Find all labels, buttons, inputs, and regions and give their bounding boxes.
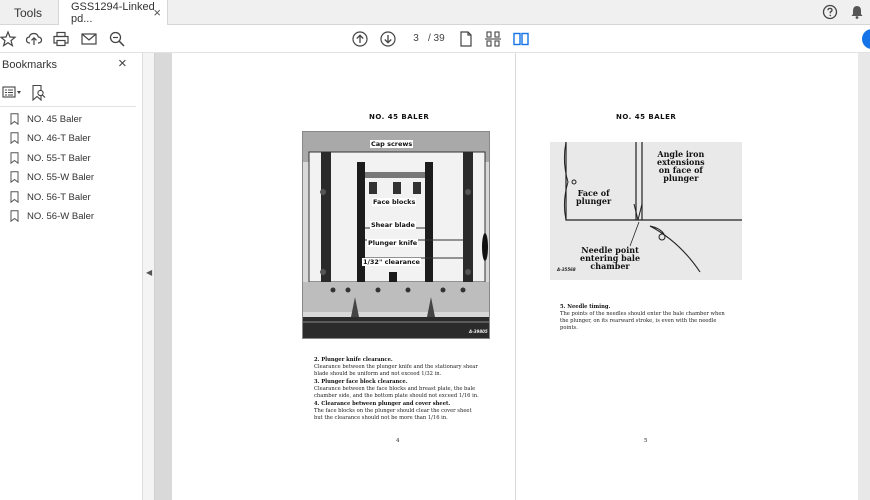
baler-photo (302, 131, 490, 339)
star-icon[interactable] (0, 29, 18, 49)
page-number: 4 (396, 438, 400, 444)
bookmark-label: NO. 45 Baler (27, 113, 82, 125)
caption-heading: 5. Needle timing. (560, 304, 611, 310)
label-plunger-knife: Plunger knife (368, 239, 418, 247)
caption-heading: 3. Plunger face block clearance. (314, 379, 408, 385)
bookmark-icon (10, 132, 19, 144)
page-total: / 39 (428, 33, 445, 44)
tab-document-label: GSS1294-Linked pd... (71, 0, 155, 25)
bookmark-icon (10, 191, 19, 203)
document-viewer[interactable] (155, 53, 870, 500)
page-title: NO. 45 BALER (369, 113, 430, 121)
tab-close-icon[interactable]: × (153, 5, 161, 20)
bookmark-item[interactable] (10, 188, 138, 206)
bookmark-item[interactable] (10, 168, 138, 186)
diagram-code: A-35568 (557, 267, 576, 272)
panel-collapse-handle[interactable] (143, 53, 155, 500)
bookmark-options-icon[interactable] (2, 85, 24, 106)
label-line: on face of (658, 165, 703, 175)
label-line: Needle point (581, 245, 639, 255)
label-face-blocks: Face blocks (373, 198, 416, 206)
collapse-arrow-icon: ◀ (146, 268, 153, 277)
label-line: plunger (663, 173, 699, 183)
label-line: plunger (576, 196, 612, 206)
caption-line: Clearance between the plunger knife and the stationary shear (314, 364, 478, 370)
label-face-of-plunger (576, 189, 611, 205)
page-number: 5 (644, 438, 648, 444)
tab-document[interactable] (58, 0, 168, 25)
label-needle-point (580, 246, 640, 270)
label-line: Angle iron (657, 149, 705, 159)
toolbar (0, 25, 870, 53)
caption-line: Clearance between the face blocks and breast plate, the bale (314, 386, 476, 392)
caption-line: but the clearance should not be more than 1/16 in. (314, 415, 448, 421)
bookmark-icon (10, 113, 19, 125)
caption-line: The face blocks on the plunger should clear the cover sheet (314, 408, 472, 414)
tab-bar (0, 0, 870, 25)
page-title: NO. 45 BALER (616, 113, 677, 121)
page-down-icon[interactable] (378, 29, 398, 49)
bookmark-search-icon[interactable] (31, 84, 47, 107)
vertical-scrollbar[interactable] (858, 53, 870, 500)
close-panel-icon[interactable]: × (118, 55, 127, 72)
pdf-page-4 (172, 53, 515, 500)
document-icon[interactable] (456, 29, 476, 49)
bookmarks-panel (0, 53, 143, 500)
bookmark-label: NO. 56-T Baler (27, 191, 91, 203)
bookmark-label: NO. 55-W Baler (27, 171, 95, 183)
page-up-icon[interactable] (350, 29, 370, 49)
bookmark-item[interactable] (10, 110, 138, 128)
bookmarks-toolbar (0, 81, 136, 107)
photo-code: A-39805 (469, 329, 488, 334)
caption-heading: 2. Plunger knife clearance. (314, 357, 393, 363)
label-shear-blade: Shear blade (371, 221, 415, 229)
label-line: extensions (657, 157, 705, 167)
pdf-page-5 (516, 53, 858, 500)
label-line: Face of (577, 188, 610, 198)
help-icon[interactable] (822, 4, 838, 20)
bookmark-item[interactable] (10, 207, 138, 225)
caption-line: the plunger, on its rearward stroke, is even with the needle (560, 318, 717, 324)
email-icon[interactable] (79, 29, 99, 49)
two-page-view-icon[interactable] (511, 29, 531, 49)
bookmark-item[interactable] (10, 129, 138, 147)
bookmark-icon (10, 152, 19, 164)
caption-line: chamber side, and the bottom plate should not exceed 1/16 in. (314, 393, 479, 399)
caption-heading: 4. Clearance between plunger and cover sheet. (314, 401, 451, 407)
zoom-icon[interactable] (107, 29, 127, 49)
bookmark-label: NO. 46-T Baler (27, 132, 91, 144)
tab-tools-label: Tools (13, 5, 42, 20)
bookmarks-title: Bookmarks (2, 59, 58, 71)
bookmark-label: NO. 56-W Baler (27, 210, 95, 222)
label-line: chamber (590, 261, 630, 271)
needle-timing-diagram (550, 142, 742, 280)
bell-icon[interactable] (849, 4, 865, 20)
cloud-upload-icon[interactable] (24, 29, 44, 49)
bookmark-item[interactable] (10, 149, 138, 167)
label-line: entering bale (580, 253, 641, 263)
label-clearance: 1/32" clearance (363, 258, 420, 266)
page-number-input[interactable]: 3 (413, 33, 419, 44)
caption-line: blade should be uniform and not exceed 1/32 in. (314, 371, 442, 377)
tab-tools[interactable] (0, 0, 56, 25)
bookmark-icon (10, 210, 19, 222)
label-cap-screws: Cap screws (371, 140, 413, 148)
caption-line: points. (560, 325, 578, 331)
page-layout-icon[interactable] (483, 29, 503, 49)
print-icon[interactable] (51, 29, 71, 49)
label-angle-iron (657, 150, 705, 182)
account-avatar[interactable] (862, 29, 870, 49)
bookmark-icon (10, 171, 19, 183)
caption-line: The points of the needles should enter the bale chamber when (560, 311, 725, 317)
bookmark-label: NO. 55-T Baler (27, 152, 91, 164)
